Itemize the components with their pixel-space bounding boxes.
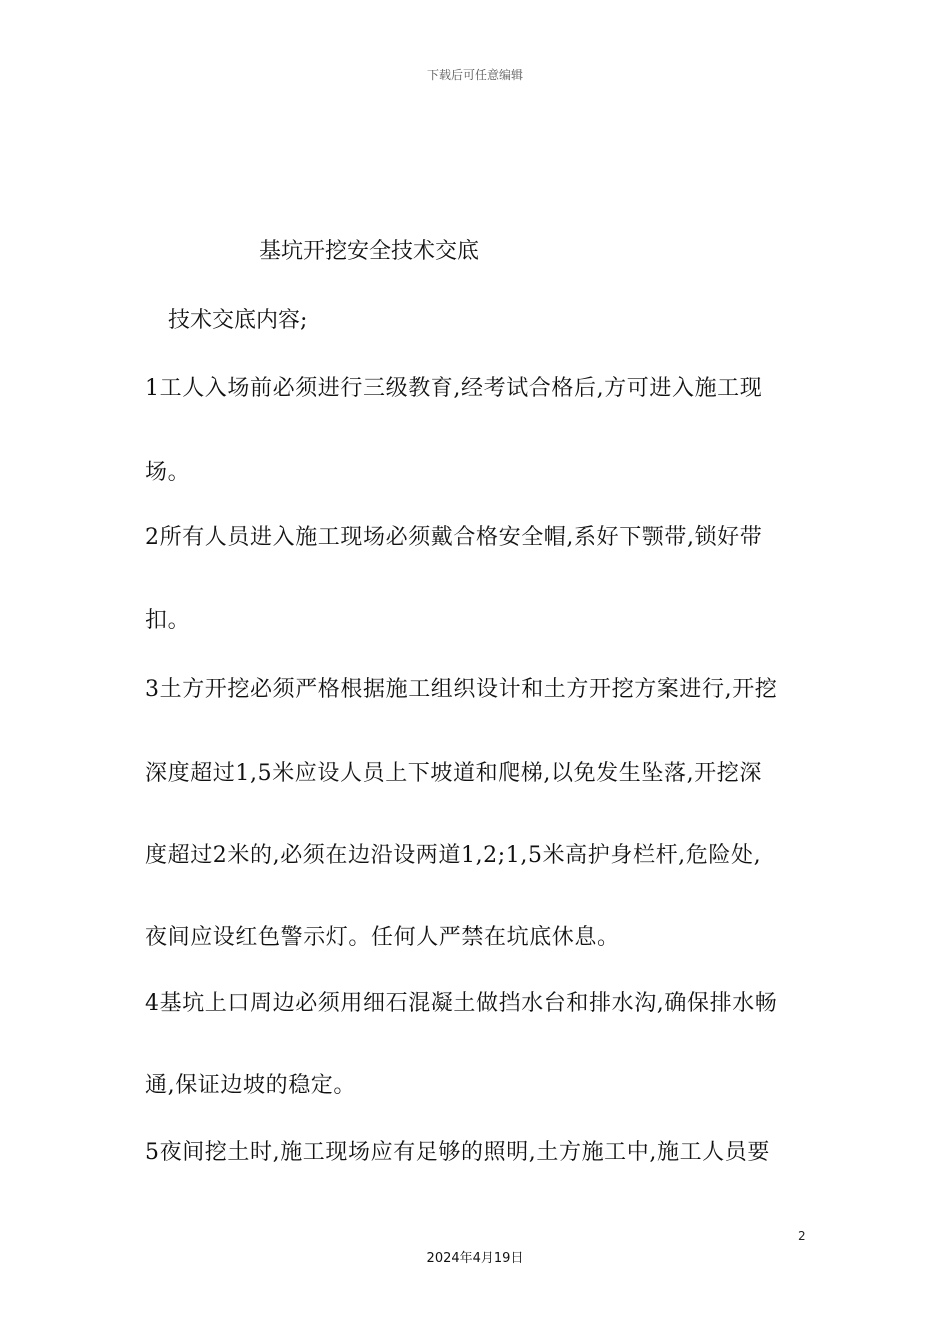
body-line: 2所有人员进入施工现场必须戴合格安全帽,系好下颚带,锁好带 bbox=[145, 525, 763, 550]
header-note: 下载后可任意编辑 bbox=[426, 68, 523, 82]
body-line: 扣。 bbox=[145, 608, 191, 633]
body-line: 场。 bbox=[145, 460, 191, 485]
body-line: 度超过2米的,必须在边沿设两道1,2;1,5米高护身栏杆,危险处, bbox=[145, 843, 762, 868]
body-line: 夜间应设红色警示灯。任何人严禁在坑底休息。 bbox=[145, 925, 620, 950]
page-number: 2 bbox=[798, 1229, 806, 1243]
body-line: 3土方开挖必须严格根据施工组织设计和土方开挖方案进行,开挖 bbox=[145, 677, 778, 702]
body-line: 1工人入场前必须进行三级教育,经考试合格后,方可进入施工现 bbox=[145, 376, 763, 401]
document-title: 基坑开挖安全技术交底 bbox=[259, 239, 480, 264]
body-line: 5夜间挖土时,施工现场应有足够的照明,土方施工中,施工人员要 bbox=[145, 1140, 770, 1165]
body-line: 4基坑上口周边必须用细石混凝土做挡水台和排水沟,确保排水畅 bbox=[145, 991, 778, 1016]
body-line: 深度超过1,5米应设人员上下坡道和爬梯,以免发生坠落,开挖深 bbox=[145, 761, 762, 786]
document-subtitle: 技术交底内容; bbox=[168, 308, 308, 333]
footer-date: 2024年4月19日 bbox=[426, 1251, 524, 1266]
body-line: 通,保证边坡的稳定。 bbox=[145, 1073, 356, 1098]
